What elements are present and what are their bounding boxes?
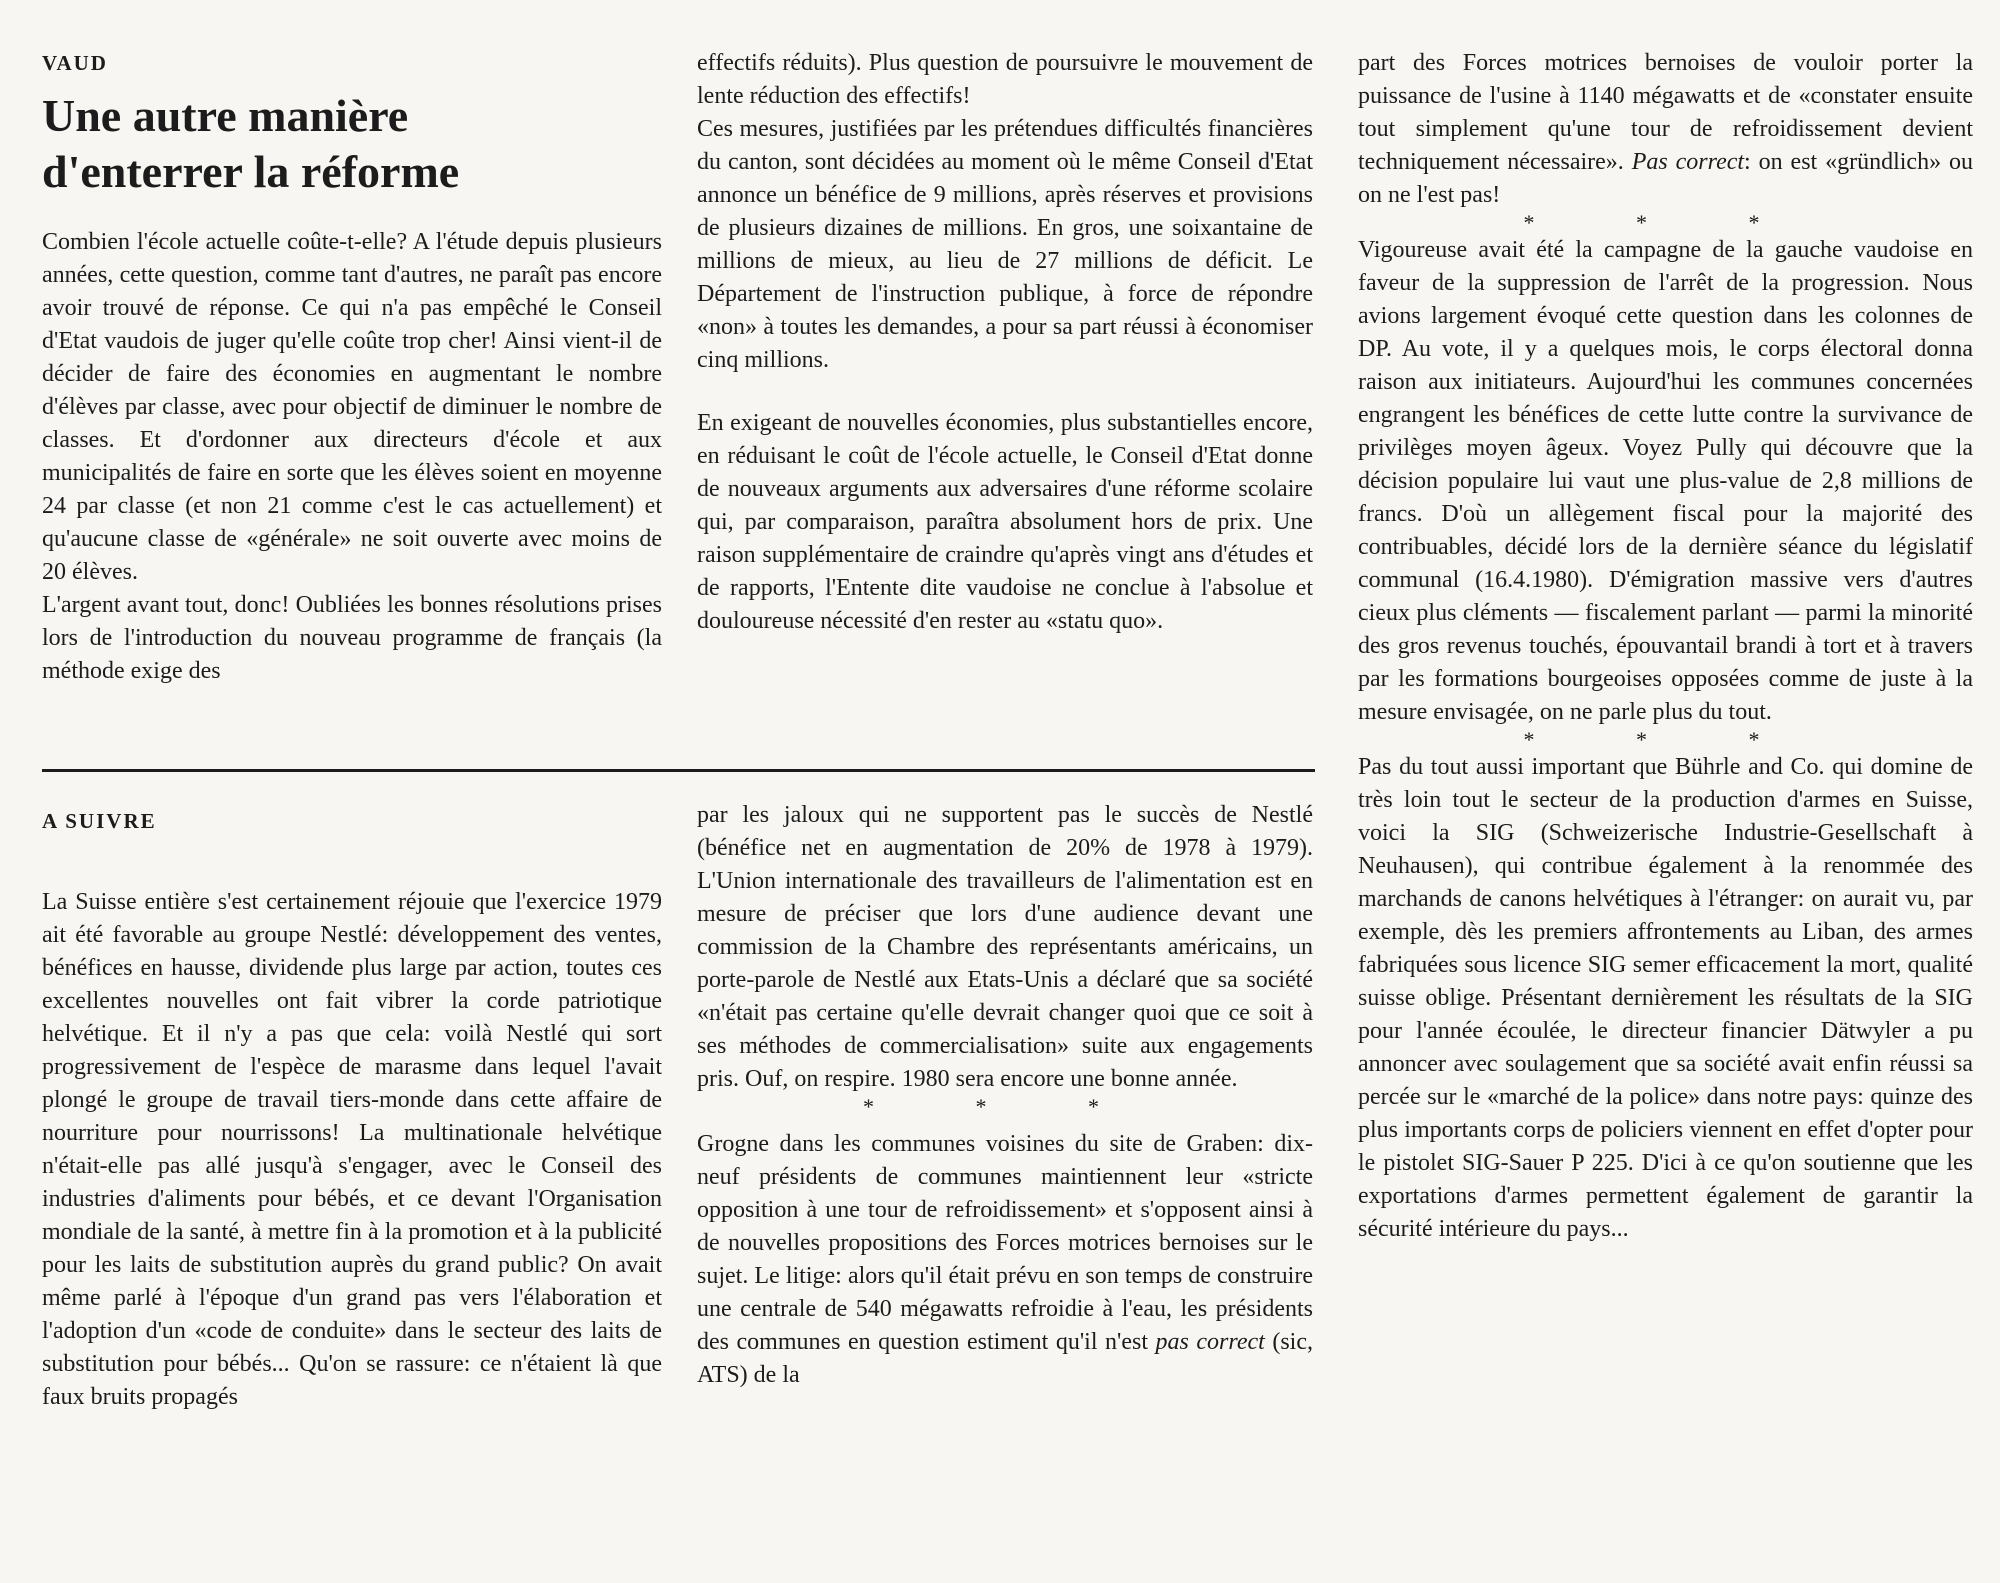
- separator-stars: * * *: [863, 1094, 1147, 1119]
- paragraph: Combien l'école actuelle coûte-t-elle? A l'étude depuis plusieurs années, cette question, comme tant d'autres, ne paraît pas encore avoir trouvé de réponse. Ce qui n'a pas empêché le Conseil d'Etat vaudois de juger qu'elle coûte trop cher! Ainsi vient-il de décider de faire des économies en augmentant le nombre d'élèves par classe, avec pour objectif de diminuer le nombre de classes. Et d'ordonner aux directeurs d'école et aux municipalités de faire en sorte que les élèves soient en moyenne 24 par classe (et non 21 comme c'est le cas actuellement) et qu'aucune classe de «générale» ne soit ouverte avec moins de 20 élèves.: [42, 229, 662, 585]
- paragraph: par les jaloux qui ne supportent pas le succès de Nestlé (bénéfice net en augmentation de 20% de 1978 à 1979). L'Union internationale des travailleurs de l'alimentation est en mesure de préciser que lors d'une audience devant une commission de la Chambre des représentants américains, un porte-parole de Nestlé aux Etats-Unis a déclaré que sa société «n'était pas certaine qu'elle devrait changer quoi que ce soit à ses méthodes de commercialisation» suite aux engagements pris. Ouf, on respire. 1980 sera encore une bonne année.: [697, 802, 1313, 1092]
- paragraph: L'argent avant tout, donc! Oubliées les bonnes résolutions prises lors de l'introduction du nouveau programme de français (la méthode exige des: [42, 592, 662, 684]
- paragraph: Vigoureuse avait été la campagne de la gauche vaudoise en faveur de la suppression de l'arrêt de la progression. Nous avions largement évoqué cette question dans les colonnes de DP. Au vote, il y a quelques mois, le corps électoral donna raison aux initiateurs. Aujourd'hui les communes concernées engrangent les bénéfices de cette lutte contre la survivance de privilèges moyen âgeux. Voyez Pully qui découvre que la décision populaire lui vaut une plus-value de 2,8 millions de francs. D'où un allègement fiscal pour la majorité des contribuables, décidé lors de la dernière séance du législatif communal (16.4.1980). D'émigration massive vers d'autres cieux plus cléments — fiscalement parlant — parmi la minorité des gros revenus touchés, épouvantail brandi à tort et à travers par les formations bourgeoises opposées comme de juste à la mesure envisagée, on ne parle plus du tout.: [1358, 237, 1973, 725]
- section-label-suivre: A SUIVRE: [42, 809, 157, 833]
- paragraph: La Suisse entière s'est certainement réjouie que l'exercice 1979 ait été favorable au groupe Nestlé: développement des ventes, bénéfices en hausse, dividende plus large par action, toutes ces excellentes nouvelles ont fait vibrer la corde patriotique helvétique. Et il n'y a pas que cela: voilà Nestlé qui sort progressivement de l'espèce de marasme dans lequel l'avait plongé le groupe de travail tiers-monde dans cette affaire de nourriture pour nourrissons! La multinationale helvétique n'était-elle pas allé jusqu'à s'engager, avec le Conseil des industries d'aliments pour bébés, et ce devant l'Organisation mondiale de la santé, à mettre fin à la promotion et à la publicité pour les laits de substitution auprès du grand public? On avait même parlé à l'époque d'un grand pas vers l'élaboration et l'adoption d'un «code de conduite» dans le secteur des laits de substitution pour bébés... Qu'on se rassure: ce n'étaient là que faux bruits propagés: [42, 889, 662, 1410]
- section-divider-rule: [42, 769, 1315, 772]
- separator-stars: * * *: [1523, 210, 1808, 235]
- suivre-column-2: [697, 799, 1313, 1392]
- paragraph: part des Forces motrices bernoises de vouloir porter la puissance de l'usine à 1140 mégawatts et de «constater ensuite tout simplement qu'une tour de refroidissement devient techniquement nécessaire». Pas correct: on est «gründlich» ou on ne l'est pas!: [1358, 50, 1973, 208]
- suivre-column-1: [42, 805, 662, 1414]
- article-headline: Une autre manière d'enterrer la réforme: [42, 90, 460, 197]
- section-label-vaud: VAUD: [42, 51, 108, 75]
- vaud-column-1: [42, 47, 662, 688]
- paragraph: Ces mesures, justifiées par les prétendues difficultés financières du canton, sont décidées au moment où le même Conseil d'Etat annonce un bénéfice de 9 millions, après réserves et provisions de plusieurs dizaines de millions. En gros, une soixantaine de millions de mieux, au lieu de 27 millions de déficit. Le Département de l'instruction publique, à force de répondre «non» à toutes les demandes, a pour sa part réussi à économiser cinq millions.: [697, 116, 1313, 373]
- paragraph: effectifs réduits). Plus question de poursuivre le mouvement de lente réduction des effectifs!: [697, 50, 1313, 109]
- paragraph: Grogne dans les communes voisines du site de Graben: dix-neuf présidents de communes maintiennent leur «stricte opposition à une tour de refroidissement» et s'opposent ainsi à de nouvelles propositions des Forces motrices bernoises sur le sujet. Le litige: alors qu'il était prévu en son temps de construire une centrale de 540 mégawatts refroidie à l'eau, les présidents des communes en question estiment qu'il n'est pas correct (sic, ATS) de la: [697, 1131, 1313, 1388]
- right-column: [1358, 47, 1973, 1246]
- vaud-column-2: [697, 47, 1313, 638]
- paragraph: Pas du tout aussi important que Bührle and Co. qui domine de très loin tout le secteur de la production d'armes en Suisse, voici la SIG (Schweizerische Industrie-Gesellschaft à Neuhausen), qui contribue également à la renommée des marchands de canons helvétiques à l'étranger: on aurait vu, par exemple, dès les premiers affrontements au Liban, des armes fabriquées sous licence SIG semer efficacement la mort, qualité suisse oblige. Présentant dernièrement les résultats de la SIG pour l'année écoulée, le directeur financier Dätwyler a pu annoncer avec soulagement que sa société avait enfin réussi sa percée sur le «marché de la police» dans notre pays: quinze des plus importants corps de policiers viennent en effet d'opter pour le pistolet SIG-Sauer P 225. D'ici à ce qu'on soutienne que les exportations d'armes permettent également de garantir la sécurité intérieure du pays...: [1358, 754, 1973, 1242]
- separator-stars: * * *: [1523, 727, 1808, 752]
- paragraph: En exigeant de nouvelles économies, plus substantielles encore, en réduisant le coût de l'école actuelle, le Conseil d'Etat donne de nouveaux arguments aux adversaires d'une réforme scolaire qui, par comparaison, paraîtra absolument hors de prix. Une raison supplémentaire de craindre qu'après vingt ans d'études et de rapports, l'Entente dite vaudoise ne conclue à l'absolue et douloureuse nécessité d'en rester au «statu quo».: [697, 410, 1313, 634]
